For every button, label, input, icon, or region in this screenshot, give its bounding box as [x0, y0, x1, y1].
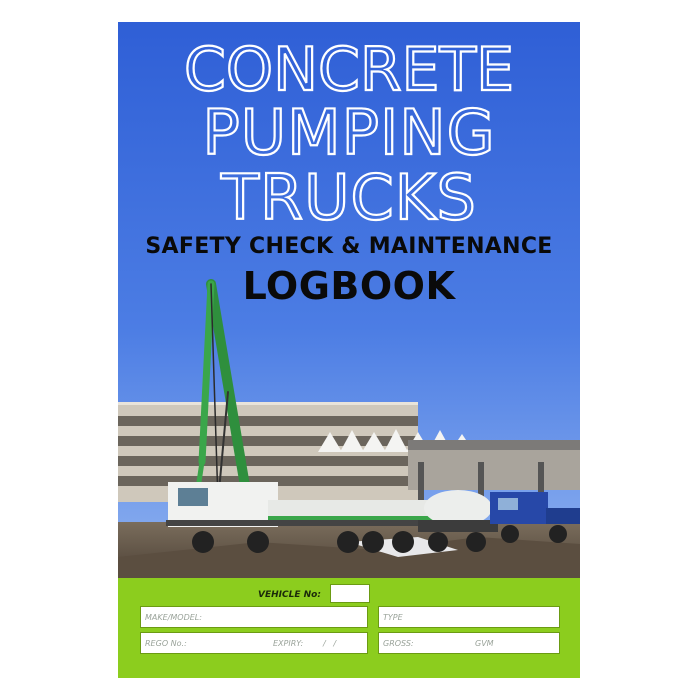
logbook-cover	[118, 22, 580, 678]
subtitle: SAFETY CHECK & MAINTENANCE	[145, 234, 553, 259]
type-field[interactable]	[378, 606, 560, 628]
expiry-date-slashes: / /	[323, 639, 337, 648]
vehicle-info-panel	[118, 578, 580, 678]
rego-expiry-field[interactable]	[140, 632, 368, 654]
title-line-concrete: CONCRETE	[183, 35, 515, 105]
vehicle-no-label: VEHICLE No:	[258, 590, 321, 600]
gross-label: GROSS:	[383, 639, 414, 648]
expiry-label: EXPIRY:	[273, 639, 304, 648]
type-label: TYPE	[383, 613, 403, 622]
rego-label: REGO No.:	[145, 639, 187, 648]
title-line-pumping: PUMPING	[202, 96, 496, 169]
gross-gvm-field[interactable]	[378, 632, 560, 654]
gvm-label: GVM	[475, 639, 494, 648]
title-line-trucks: TRUCKS	[221, 161, 477, 234]
make-model-label: MAKE/MODEL:	[145, 613, 202, 622]
vehicle-no-field[interactable]	[330, 584, 370, 603]
make-model-field[interactable]	[140, 606, 368, 628]
logbook-title: LOGBOOK	[242, 264, 456, 308]
